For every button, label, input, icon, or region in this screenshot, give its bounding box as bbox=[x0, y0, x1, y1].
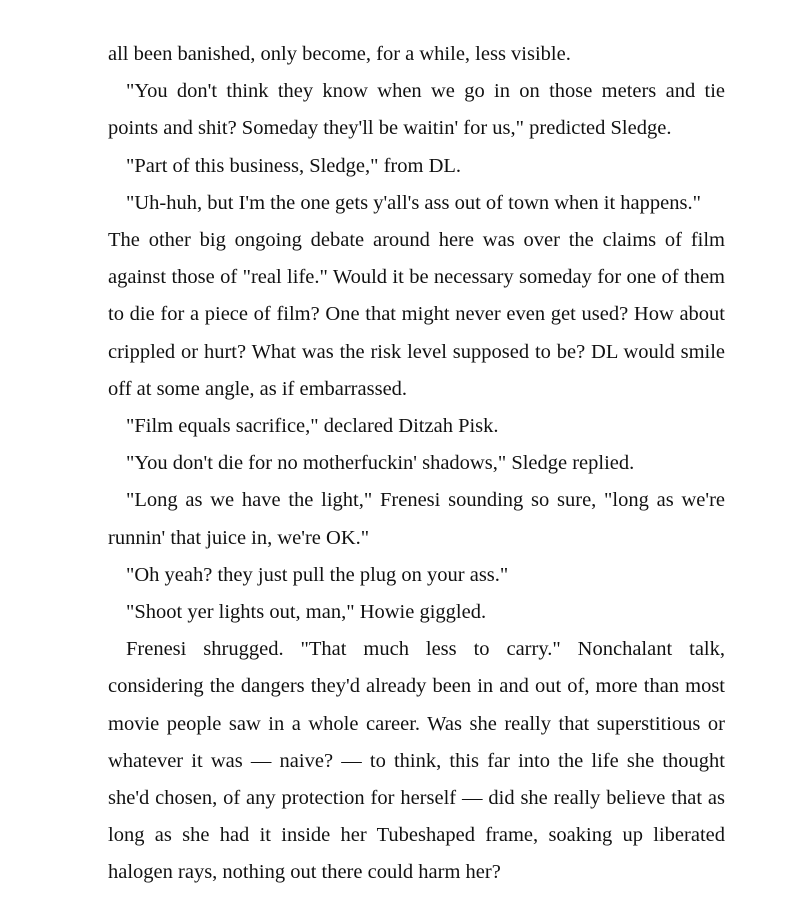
paragraph: all been banished, only become, for a while, less visible. bbox=[108, 43, 571, 65]
paragraph: "Uh-huh, but I'm the one gets y'all's ass out of town when it happens." bbox=[126, 191, 701, 214]
document-page bbox=[108, 36, 725, 892]
paragraph: "Oh yeah? they just pull the plug on your ass." bbox=[126, 563, 509, 586]
paragraph: "You don't die for no motherfuckin' shadows," Sledge replied. bbox=[126, 452, 635, 475]
paragraph: "Long as we have the light," Frenesi sounding so sure, "long as we're runnin' that juice in, we're OK." bbox=[108, 489, 725, 549]
paragraph: "Shoot yer lights out, man," Howie giggled. bbox=[126, 601, 487, 624]
paragraph: Frenesi shrugged. "That much less to carry." Nonchalant talk, considering the dangers they'd already been in and out of, more than most movie people saw in a whole career. Was she really that superstitious or whatever it was — naive? — to think, this far into the life she thought she'd chosen, of any protection for herself — did she really believe that as long as she had it inside her Tubeshaped frame, soaking up liberated halogen rays, nothing out there could harm her? bbox=[108, 638, 725, 884]
paragraph: "Part of this business, Sledge," from DL. bbox=[126, 154, 462, 177]
paragraph: "You don't think they know when we go in on those meters and tie points and shit? Someday they'll be waitin' for us," predicted Sledge. bbox=[108, 80, 725, 140]
paragraph: "Film equals sacrifice," declared Ditzah Pisk. bbox=[126, 415, 499, 438]
paragraph: The other big ongoing debate around here was over the claims of film against those of "real life." Would it be necessary someday for one of them to die for a piece of film? One that might never even get used? How about crippled or hurt? What was the risk level supposed to be? DL would smile off at some angle, as if embarrassed. bbox=[108, 229, 725, 400]
